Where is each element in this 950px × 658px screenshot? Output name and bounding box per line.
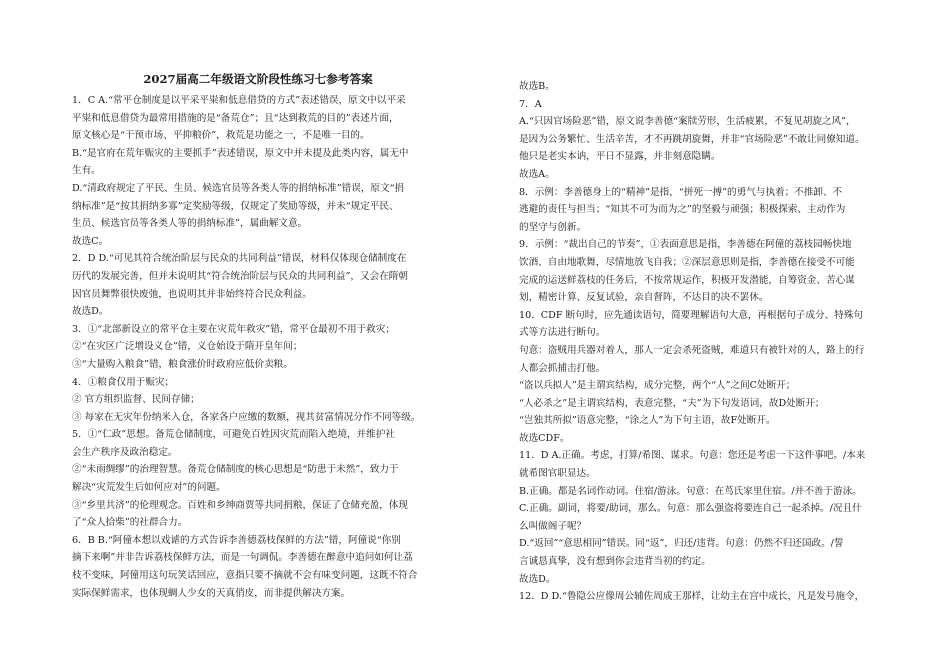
text-line: 式等方法进行断句。	[519, 327, 606, 339]
text-line: 饮酒、自由地歌舞，尽情地放飞自我；②深层意思则是指，李善德在接受不可能	[519, 256, 855, 268]
text-line: 了“众人拾柴”的社群合力。	[72, 517, 188, 529]
text-line: 生有。	[72, 165, 101, 177]
text-line: 原文核心是“干预市场、平抑粮价”，救荒是功能之一，不是唯一目的。	[72, 130, 370, 142]
document-title: 2027届高二年级语文阶段性练习七参考答案	[143, 72, 373, 86]
right-column	[519, 78, 887, 606]
text-line: 故选B。	[519, 81, 555, 92]
text-line: D.“返回”“意思相同”错误。同“返”，归还/违背。句意：仍然不归还国政。/誓	[519, 538, 844, 550]
text-line: 言诚恳真挚，没有想到你会违背当初的约定。	[519, 556, 711, 568]
text-line: 故选CDF。	[519, 432, 570, 444]
left-answer-text	[72, 92, 444, 602]
text-line: 纳标准”是“按其捐纳多寡”定奖励等级，仅规定了奖励等级，并未“规定平民、	[72, 200, 399, 212]
text-line: 么叫做阁子呢？	[519, 520, 587, 532]
text-line: 摘下来啊”并非告诉荔枝保鲜方法，而是一句调侃。李善德在醉意中追问如何让荔	[72, 552, 413, 564]
text-line: ③“大量购入粮食”错，粮食涨价时政府应低价卖粮。	[72, 358, 293, 370]
text-line: A.“只因官场险恶”错，原文说李善德“案牍劳形，生活疲累，不复见胡旋之风”，	[519, 116, 856, 128]
text-line: 12．D D.“鲁隐公应像周公辅佐周成王那样，让幼主在宫中成长，凡是发号施令，	[519, 591, 865, 603]
text-line: 句意：盗贼用兵器对着人，那人一定会杀死盗贼，难道只有被针对的人，路上的行	[519, 344, 865, 356]
text-line: B.“是官府在荒年赈灾的主要抓手”表述错误，原文中并未提及此类内容，属无中	[72, 147, 409, 159]
text-line: 平粜和低息借贷为最常用措施的是“备荒仓”；且“达到救荒的目的”表述片面，	[72, 112, 399, 124]
text-line: 逃避的责任与担当；“知其不可为而为之”的坚毅与顽强；积极探索、主动作为	[519, 204, 846, 216]
right-answer-text	[519, 78, 887, 606]
text-line: 故选D。	[72, 306, 109, 318]
text-line: 6．B B.“阿僮本想以戏谑的方式告诉李善德荔枝保鲜的方法”错，阿僮说“你别	[72, 534, 401, 546]
text-line: “人必杀之”是主谓宾结构，表意完整，“夫”为下句发语词，故D处断开；	[519, 397, 825, 409]
text-line: ② 官方组织监督、民间存储；	[72, 394, 200, 406]
text-line: 是因为公务繁忙、生活辛苦，才不再跳胡旋舞，并非“官场险恶”不敢让同僚知道。	[519, 133, 865, 145]
text-line: 8．示例：李善德身上的“精神”是指，“拼死一搏”的勇气与执着；不推卸、不	[519, 186, 843, 198]
text-line: 实际保鲜需求，也体现蜩人少女的天真俏皮，而非提供解决方案。	[72, 587, 351, 599]
text-line: 3．①“北部新设立的常平仓主要在灾荒年救灾”错，常平仓最初不用于救灾；	[72, 323, 395, 335]
text-line: ②“在灾区广泛增设义仓”错，义仓始设于隋开皇年间；	[72, 341, 303, 353]
text-line: ③“乡里共济”的伦理观念。百姓和乡绅商贾等共同捐粮，保证了仓储充盈，体现	[72, 499, 408, 511]
text-line: 完成的运送鲜荔枝的任务后，不按常规运作，积极开发潜能，自筹资金、苦心谋	[519, 274, 855, 286]
text-line: 历代的发展完善，但并未说明其“符合统治阶层与民众的共同利益”，又会在隋朝	[72, 270, 408, 282]
text-line: 7．A	[519, 98, 542, 110]
left-column	[72, 72, 444, 602]
text-line: 9．示例：“裁出自己的节奏”，①表面意思是指，李善德在阿僮的荔枝园畅快地	[519, 239, 852, 251]
text-line: “盗以兵拟人”是主谓宾结构，成分完整，两个“人”之间C处断开；	[519, 380, 796, 392]
text-line: 1．C A.“常平仓制度是以平采平粜和低息借贷的方式”表述错误，原文中以平采	[72, 95, 406, 106]
text-line: 2．D D.“可见其符合统治阶层与民众的共同利益”错误，材料仅体现仓储制度在	[72, 253, 407, 265]
text-line: 故选C。	[72, 235, 109, 247]
text-line: 他只是老实本讷，平日不显露，并非刻意隐瞒。	[519, 151, 721, 163]
text-line: 11．D A.正确。考虑，打算/希图、谋求。句意：您还是考虑一下这件事吧。/本来	[519, 450, 866, 462]
text-line: 划，精密计算、反复试验，亲自督阵，不达目的决不罢休。	[519, 292, 769, 304]
text-line: 的坚守与创新。	[519, 221, 587, 233]
text-line: 故选D。	[519, 573, 556, 585]
text-line: 10．CDF 断句时，应先通读语句，简要理解语句大意，再根据句子成分、特殊句	[519, 309, 863, 321]
text-line: 故选A。	[519, 168, 555, 180]
text-line: 因官员舞弊很快废弛，也说明其并非始终符合民众利益。	[72, 288, 312, 300]
text-line: C.正确。副词，将要/助词，那么。句意：那么强盗将要连自己一起杀掉。/况且什	[519, 503, 862, 515]
text-line: B.正确。都是名词作动词。住宿/游泳。句意：在茑氏家里住宿。/并不善于游泳。	[519, 485, 862, 497]
text-line: D.“清政府规定了平民、生员、候选官员等各类人等的捐纳标准”错误，原文“捐	[72, 182, 405, 194]
text-line: 就希图官职显达。	[519, 468, 596, 480]
text-line: 枝不变味，阿僮用这句玩笑话回应，意指只要不摘就不会有味变问题，这既不符合	[72, 570, 418, 582]
text-line: 会生产秩序及政治稳定。	[72, 446, 178, 458]
text-line: 解决“灾荒发生后如何应对”的问题。	[72, 482, 226, 494]
text-line: 5．①“仁政”思想。备荒仓储制度，可避免百姓因灾荒而陷入绝境，并维护社	[72, 429, 395, 441]
text-line: ③ 每家在无灾年份纳米入仓，各家各户应缴的数额，视其贫富情况分作不同等级。	[72, 411, 421, 423]
text-line: “岂独其所拟”语意完整，“涂之人”为下句主语，故F处断开。	[519, 415, 776, 427]
text-line: 人都会抓捕击打他。	[519, 362, 606, 374]
text-line: ②“未雨绸缪”的治理智慧。备荒仓储制度的核心思想是“防患于未然”，致力于	[72, 464, 399, 476]
text-line: 4．①粮食仅用于赈灾；	[72, 376, 175, 388]
text-line: 生员、候选官员等各类人等的捐纳标准”，属曲解文意。	[72, 218, 308, 230]
